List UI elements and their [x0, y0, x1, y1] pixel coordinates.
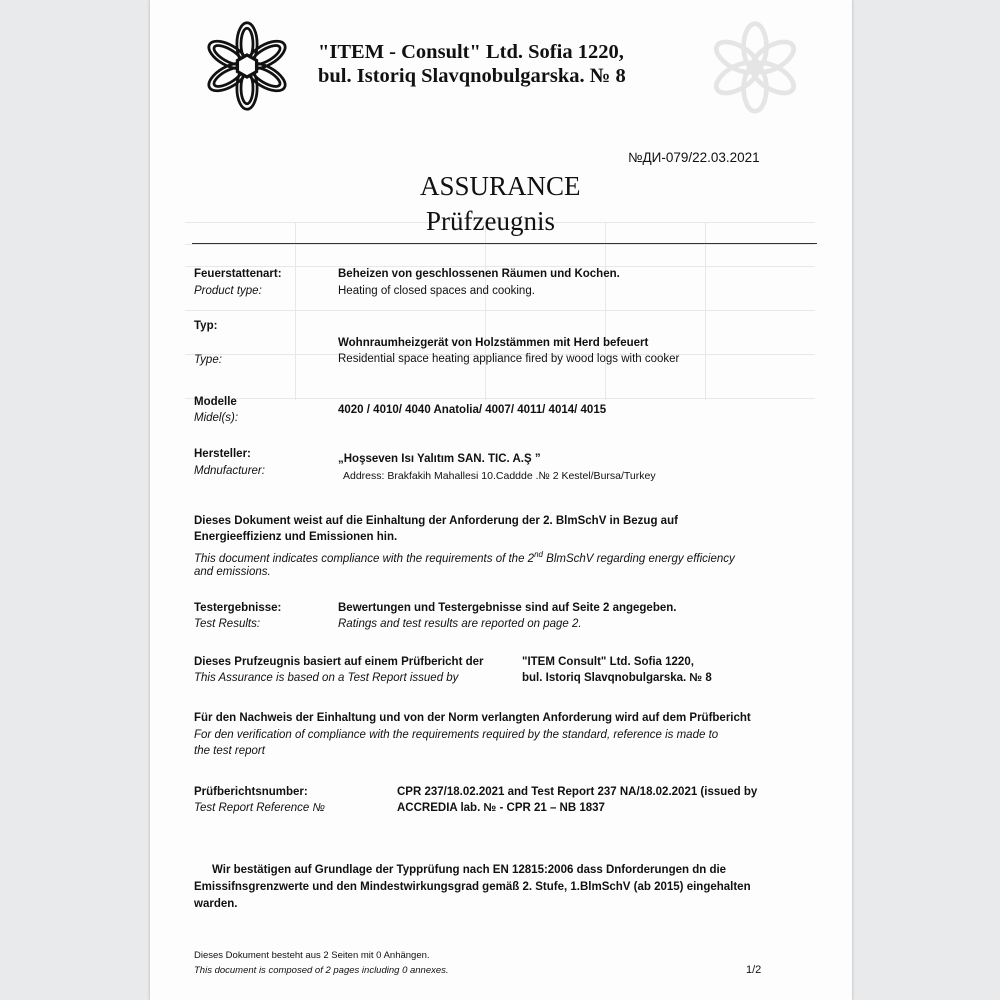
verification-en-line1: For den verification of compliance with the requirements required by the standard, reference is made to [194, 729, 719, 741]
compliance-de-line2: Energieeffizienz und Emissionen hin. [194, 531, 398, 543]
manufacturer-name: „Hoşseven Isı Yalıtım SAN. TIC. A.Ş ” [338, 453, 541, 465]
title-de: Prüfzeugnis [426, 206, 555, 236]
title-en: ASSURANCE [420, 171, 581, 201]
verification-en-line2: the test report [194, 745, 265, 757]
bleed-through-table [185, 222, 815, 400]
type-value-en: Residential space heating appliance fired by wood logs with cooker [338, 353, 680, 365]
test-results-value-de: Bewertungen und Testergebnisse sind auf Seite 2 angegeben. [338, 602, 677, 614]
type-label-de: Typ: [194, 320, 218, 332]
based-on-org-line2: bul. Istoriq Slavqnobulgarska. № 8 [522, 672, 712, 684]
type-label-en: Type: [194, 354, 222, 366]
product-type-value-de: Beheizen von geschlossenen Räumen und Kochen. [338, 268, 620, 280]
company-name: "ITEM - Consult" Ltd. Sofia 1220, [318, 41, 624, 63]
confirmation-line3: warden. [194, 898, 238, 910]
report-number-value-line1: CPR 237/18.02.2021 and Test Report 237 NA/18.02.2021 (issued by [397, 786, 758, 798]
product-type-label-de: Feuerstattenart: [194, 268, 282, 280]
bleed-through-logo-icon [705, 20, 805, 115]
flower-logo-icon [198, 20, 296, 112]
compliance-de-line1: Dieses Dokument weist auf die Einhaltung der Anforderung der 2. BlmSchV in Bezug auf [194, 515, 678, 527]
footer-en: This document is composed of 2 pages including 0 annexes. [194, 965, 449, 976]
confirmation-line2: Emissifnsgrenzwerte und den Mindestwirkungsgrad gemäß 2. Stufe, 1.BlmSchV (ab 2015) eingehalten [194, 881, 751, 893]
based-on-org-line1: "ITEM Consult" Ltd. Sofia 1220, [522, 656, 694, 668]
models-value: 4020 / 4010/ 4040 Anatolia/ 4007/ 4011/ 4014/ 4015 [338, 404, 607, 416]
report-number-value-line2: ACCREDIA lab. № - CPR 21 – NB 1837 [397, 802, 605, 814]
title-divider [192, 243, 817, 244]
company-address: bul. Istoriq Slavqnobulgarska. № 8 [318, 65, 626, 87]
based-on-de: Dieses Prufzeugnis basiert auf einem Prüfbericht der [194, 656, 484, 668]
models-label-de: Modelle [194, 396, 237, 408]
footer-de: Dieses Dokument besteht aus 2 Seiten mit 0 Anhängen. [194, 950, 430, 961]
confirmation-line1: Wir bestätigen auf Grundlage der Typprüfung nach EN 12815:2006 dass Dnforderungen dn die [212, 864, 727, 876]
manufacturer-address: Address: Brakfakih Mahallesi 10.Caddde .№ 2 Kestel/Bursa/Turkey [343, 470, 656, 482]
page-number: 1/2 [746, 964, 762, 976]
compliance-en-line1: This document indicates compliance with the requirements of the 2nd BlmSchV regarding energy efficiency [194, 550, 735, 565]
manufacturer-label-en: Mdnufacturer: [194, 465, 265, 477]
report-number-label-de: Prüfberichtsnumber: [194, 786, 308, 798]
report-number-label-en: Test Report Reference № [194, 802, 325, 814]
type-value-de: Wohnraumheizgerät von Holzstämmen mit Herd befeuert [338, 337, 649, 349]
manufacturer-label-de: Hersteller: [194, 448, 251, 460]
test-results-value-en: Ratings and test results are reported on page 2. [338, 618, 582, 630]
based-on-en: This Assurance is based on a Test Report issued by [194, 672, 459, 684]
test-results-label-en: Test Results: [194, 618, 261, 630]
compliance-en-line2: and emissions. [194, 566, 271, 578]
document-number: №ДИ-079/22.03.2021 [628, 150, 760, 165]
product-type-label-en: Product type: [194, 285, 262, 297]
verification-de: Für den Nachweis der Einhaltung und von der Norm verlangten Anforderung wird auf dem Prüfbericht [194, 712, 751, 724]
test-results-label-de: Testergebnisse: [194, 602, 282, 614]
models-label-en: Midel(s): [194, 412, 239, 424]
product-type-value-en: Heating of closed spaces and cooking. [338, 285, 535, 297]
